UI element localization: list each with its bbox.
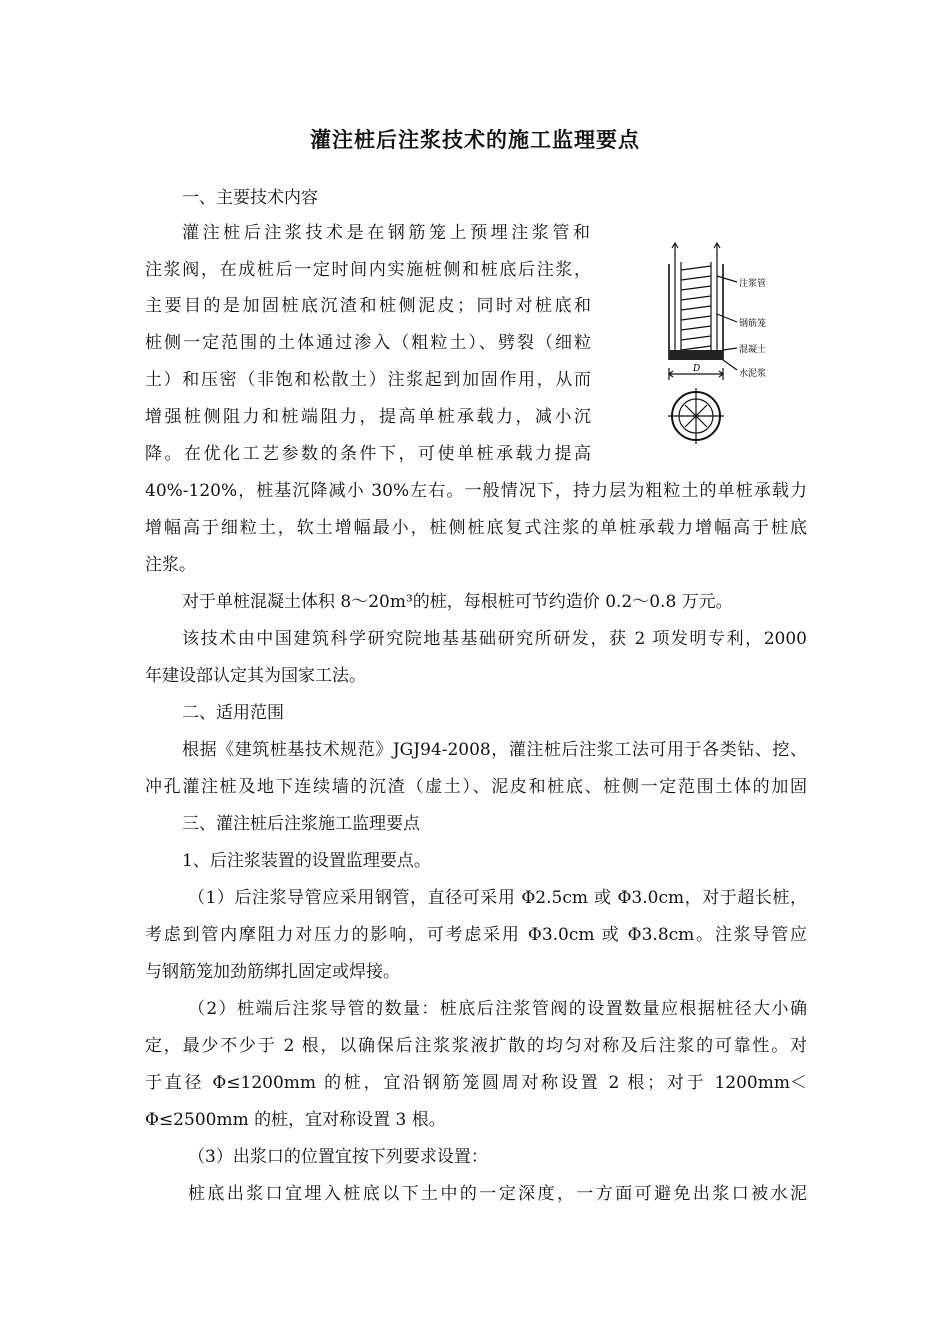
figure-label-cement-slurry: 水泥浆 <box>739 369 767 379</box>
paragraph-line: 根据《建筑桩基技术规范》JGJ94-2008，灌注桩后注浆工法可用于各类钻、挖、 <box>182 740 807 760</box>
section-heading-2: 二、适用范围 <box>182 703 284 723</box>
subsection-heading: 1、后注浆装置的设置监理要点。 <box>182 851 431 871</box>
paragraph-line: 考虑到管内摩阻力对压力的影响，可考虑采用 Φ3.0cm 或 Φ3.8cm。注浆导管应 <box>145 925 807 945</box>
paragraph-line: 桩底出浆口宜埋入桩底以下土中的一定深度，一方面可避免出浆口被水泥 <box>188 1184 807 1204</box>
section-heading-1: 一、主要技术内容 <box>182 188 318 208</box>
paragraph-line: 40%-120%，桩基沉降减小 30%左右。一般情况下，持力层为粗粒土的单桩承载力 <box>145 481 807 501</box>
paragraph-line: 灌注桩后注浆技术是在钢筋笼上预埋注浆管和 <box>182 223 590 243</box>
paragraph-line: 降。在优化工艺参数的条件下，可使单桩承载力提高 <box>145 444 591 464</box>
document-title: 灌注桩后注浆技术的施工监理要点 <box>310 127 640 152</box>
paragraph-line: （2）桩端后注浆导管的数量：桩底后注浆管阀的设置数量应根据桩径大小确 <box>188 999 807 1019</box>
figure-label-grout-pipe: 注浆管 <box>739 279 767 289</box>
paragraph-line: 增幅高于细粒土，软土增幅最小，桩侧桩底复式注浆的单桩承载力增幅高于桩底 <box>145 518 807 538</box>
paragraph-line: 增强桩侧阻力和桩端阻力，提高单桩承载力，减小沉 <box>145 407 591 427</box>
figure-label-rebar-cage: 钢筋笼 <box>739 319 767 329</box>
paragraph-line: 主要目的是加固桩底沉渣和桩侧泥皮；同时对桩底和 <box>145 296 591 316</box>
paragraph-line: 年建设部认定其为国家工法。 <box>145 666 366 686</box>
paragraph-line: 桩侧一定范围的土体通过渗入（粗粒土）、劈裂（细粒 <box>145 333 591 353</box>
paragraph-line: 注浆。 <box>145 555 196 575</box>
pile-diagram <box>655 240 805 450</box>
paragraph-line: （1）后注浆导管应采用钢管，直径可采用 Φ2.5cm 或 Φ3.0cm，对于超长桩， <box>188 888 807 908</box>
section-heading-3: 三、灌注桩后注浆施工监理要点 <box>182 814 420 834</box>
paragraph-line: 该技术由中国建筑科学研究院地基基础研究所研发，获 2 项发明专利，2000 <box>182 629 807 649</box>
paragraph-line: 对于单桩混凝土体积 8～20m³的桩，每根桩可节约造价 0.2～0.8 万元。 <box>182 592 733 612</box>
paragraph-line: 与钢筋笼加劲筋绑扎固定或焊接。 <box>145 962 400 982</box>
paragraph-line: 土）和压密（非饱和松散土）注浆起到加固作用，从而 <box>145 370 591 390</box>
figure-label-concrete: 混凝土 <box>739 345 767 355</box>
figure-label-diameter: D <box>693 364 701 374</box>
paragraph-line: 注浆阀，在成桩后一定时间内实施桩侧和桩底后注浆， <box>145 260 591 280</box>
paragraph-line: （3）出浆口的位置宜按下列要求设置： <box>188 1147 488 1167</box>
paragraph-line: 定，最少不少于 2 根，以确保后注浆浆液扩散的均匀对称及后注浆的可靠性。对 <box>145 1036 807 1056</box>
paragraph-line: 于直径 Φ≤1200mm 的桩，宜沿钢筋笼圆周对称设置 2 根；对于 1200mm＜ <box>145 1073 807 1093</box>
paragraph-line: Φ≤2500mm 的桩，宜对称设置 3 根。 <box>145 1110 446 1130</box>
paragraph-line: 冲孔灌注桩及地下连续墙的沉渣（虚土）、泥皮和桩底、桩侧一定范围土体的加固 <box>145 777 807 797</box>
